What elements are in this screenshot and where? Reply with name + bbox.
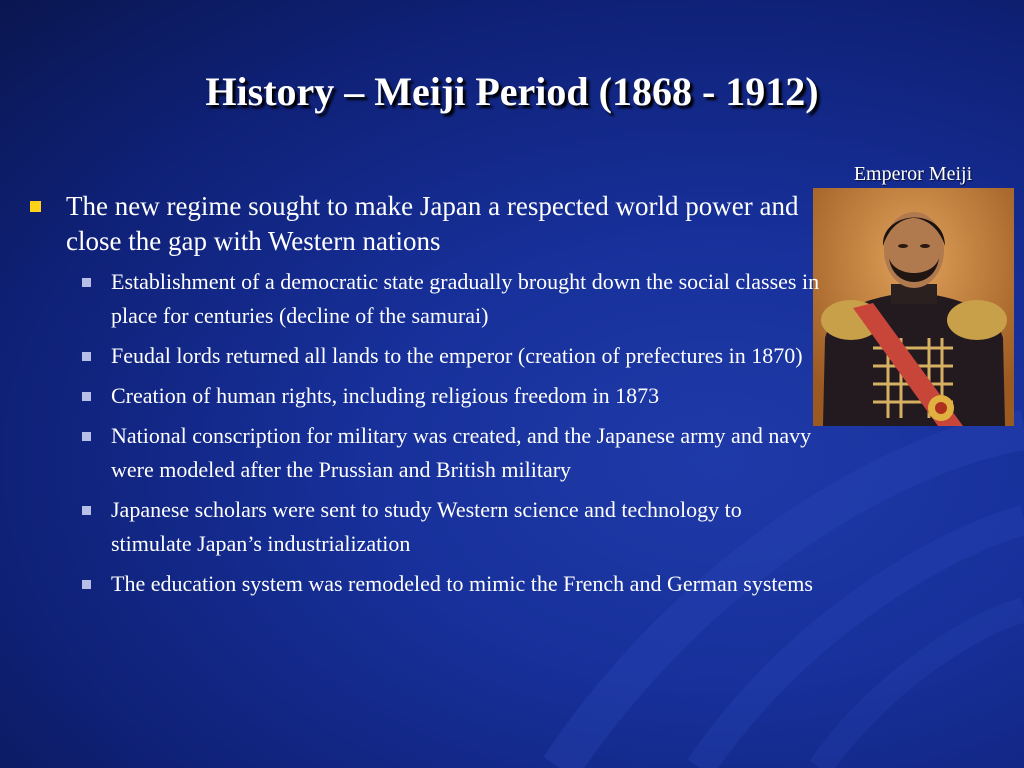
- slide-title: History – Meiji Period (1868 - 1912): [205, 69, 819, 114]
- sub-bullet-item: [30, 419, 820, 487]
- sub-bullet-list: [30, 265, 820, 601]
- sub-bullet-item: [30, 493, 820, 561]
- square-bullet-icon: [82, 392, 91, 401]
- square-bullet-icon: [82, 352, 91, 361]
- sub-bullet-text: Japanese scholars were sent to study Western science and technology to stimulate Japan’s industrialization: [111, 497, 742, 557]
- square-bullet-icon: [30, 201, 41, 212]
- bullet-list: [30, 189, 820, 607]
- sub-bullet-text: National conscription for military was created, and the Japanese army and navy were modeled after the Prussian and British military: [111, 423, 812, 483]
- sub-bullet-item: [30, 339, 820, 373]
- sub-bullet-text: Creation of human rights, including religious freedom in 1873: [111, 383, 660, 409]
- square-bullet-icon: [82, 278, 91, 287]
- sub-bullet-text: Establishment of a democratic state gradually brought down the social classes in place for centuries (decline of the samurai): [111, 269, 820, 329]
- sub-bullet-item: [30, 567, 820, 601]
- sub-bullet-text: The education system was remodeled to mimic the French and German systems: [111, 571, 813, 597]
- image-caption: Emperor Meiji: [853, 163, 973, 185]
- square-bullet-icon: [82, 432, 91, 441]
- square-bullet-icon: [82, 506, 91, 515]
- sub-bullet-item: [30, 265, 820, 333]
- main-bullet-point: [30, 189, 820, 259]
- emperor-portrait-image: [813, 188, 1014, 426]
- main-bullet-text: The new regime sought to make Japan a respected world power and close the gap with Western nations: [66, 191, 799, 257]
- sub-bullet-item: [30, 379, 820, 413]
- sub-bullet-text: Feudal lords returned all lands to the emperor (creation of prefectures in 1870): [111, 343, 803, 369]
- square-bullet-icon: [82, 580, 91, 589]
